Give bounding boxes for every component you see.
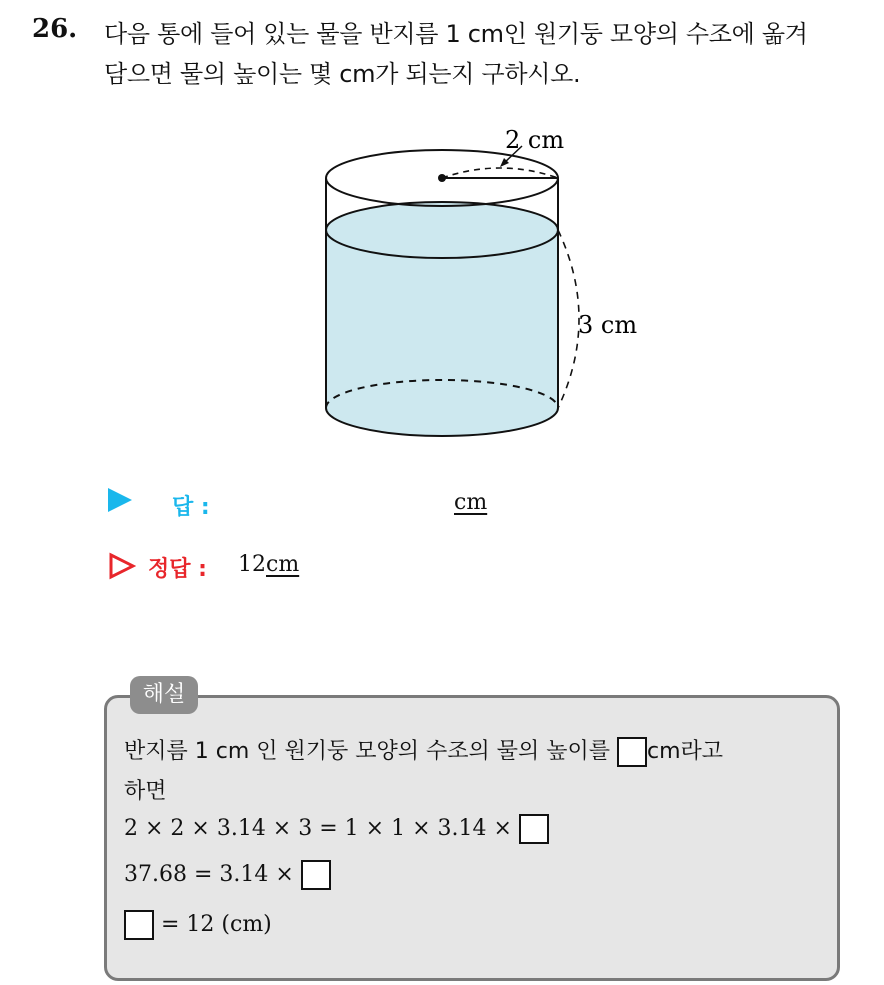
water-body: [326, 230, 558, 436]
radius-brace: [442, 168, 558, 178]
correct-answer-unit: cm: [266, 552, 300, 577]
height-brace: [558, 230, 579, 408]
answer-unit: cm: [454, 490, 488, 515]
cylinder-figure: [300, 118, 660, 448]
height-label: 3 cm: [578, 311, 638, 339]
correct-answer-number: 12: [238, 552, 266, 577]
question-line-2: 담으면 물의 높이는 몇 cm가 되는지 구하시오.: [104, 60, 581, 88]
answer-row: [108, 488, 488, 520]
equation-1-text: 2 × 2 × 3.14 × 3 = 1 × 1 × 3.14 ×: [124, 816, 512, 841]
blank-box: [124, 910, 154, 940]
radius-label: 2 cm: [505, 126, 565, 154]
blank-box: [301, 860, 331, 890]
blue-triangle-icon: [108, 488, 132, 512]
question-text: [104, 14, 864, 94]
equation-3-text: = 12 (cm): [161, 912, 272, 937]
blank-box: [519, 814, 549, 844]
explanation-line-1: [124, 734, 723, 767]
answer-label: 답 :: [172, 495, 210, 520]
question-number: 26.: [32, 14, 78, 44]
equation-2-text: 37.68 = 3.14 ×: [124, 862, 294, 887]
explanation-tag: 해설: [130, 676, 198, 714]
question-line-1: 다음 통에 들어 있는 물을 반지름 1 cm인 원기둥 모양의 수조에 옮겨: [104, 20, 808, 48]
equation-2: [124, 860, 331, 890]
explanation-line-2: 하면: [124, 779, 167, 804]
blank-box: [617, 737, 647, 767]
correct-answer-label: 정답 :: [148, 557, 207, 582]
explanation-line-1-text: 반지름 1 cm 인 원기둥 모양의 수조의 물의 높이를: [124, 739, 611, 764]
correct-answer-value: [238, 552, 299, 577]
equation-3: [124, 910, 272, 940]
water-surface: [326, 202, 558, 258]
red-outline-triangle-icon: [108, 552, 136, 580]
explanation-line-1-suffix: cm라고: [647, 739, 724, 764]
equation-1: [124, 814, 549, 844]
